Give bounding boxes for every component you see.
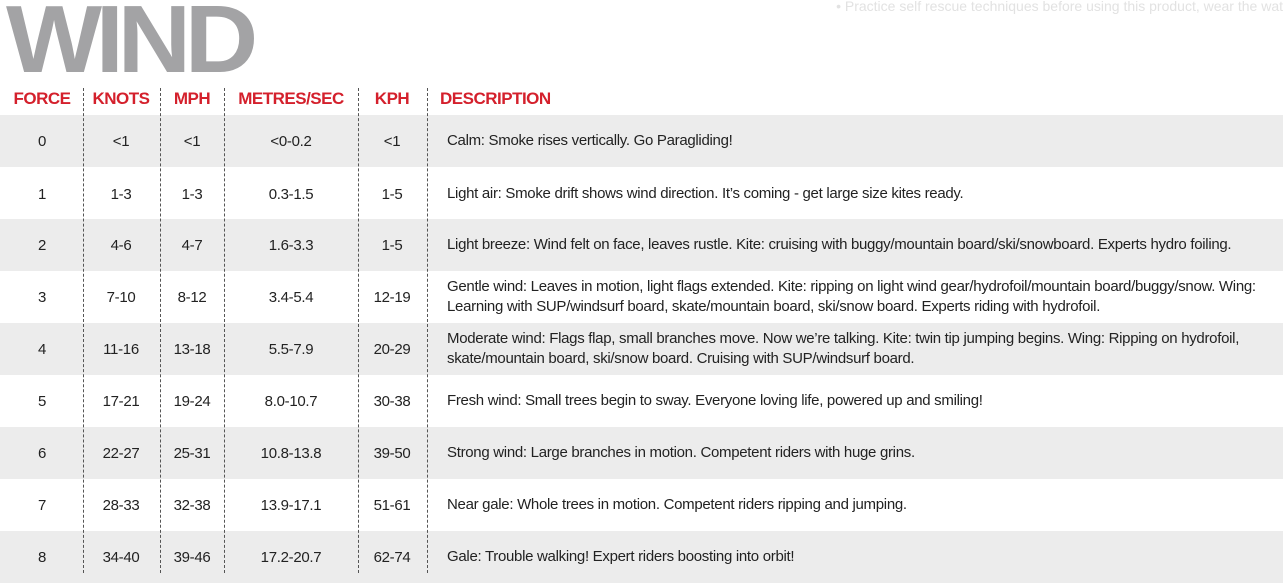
cell-metres-sec: 1.6-3.3 [268,236,314,254]
cell-description: Fresh wind: Small trees begin to sway. Everyone loving life, powered up and smiling! [447,392,983,409]
cell-force: 4 [37,340,47,358]
cell-description: Gentle wind: Leaves in motion, light flags extended. Kite: ripping on light wind gear/hydrofoil/mountain board/buggy/snow. Wing: Learning with SUP/windsurf board, skate/mountain board, ski/snow board. Experts riding with hydrofoil. [447,278,1256,315]
cell-description: Light air: Smoke drift shows wind direction. It’s coming - get large size kites ready. [447,185,964,202]
cell-force: 8 [37,548,47,566]
cell-description: Light breeze: Wind felt on face, leaves rustle. Kite: cruising with buggy/mountain board/ski/snowboard. Experts hydro foiling. [447,236,1232,253]
top-note: • Practice self rescue techniques before using this product, wear the wat [836,0,1283,14]
header-knots: KNOTS [92,89,150,108]
cell-force: 3 [37,288,47,306]
cell-kph: 30-38 [373,392,411,410]
cell-knots: <1 [112,132,130,150]
cell-kph: 1-5 [381,185,403,203]
page-title: WIND [6,0,252,93]
cell-knots: 34-40 [102,548,140,566]
column-divider [224,88,225,573]
table-row [0,323,1283,375]
cell-mph: 32-38 [173,496,211,514]
cell-kph: <1 [383,132,401,150]
column-divider [358,88,359,573]
column-divider [160,88,161,573]
table-row [0,531,1283,583]
cell-knots: 4-6 [110,236,132,254]
cell-knots: 17-21 [102,392,140,410]
cell-mph: 4-7 [181,236,203,254]
cell-description: Strong wind: Large branches in motion. Competent riders with huge grins. [447,444,915,461]
cell-mph: 25-31 [173,444,211,462]
cell-metres-sec: 13.9-17.1 [260,496,322,514]
cell-knots: 1-3 [110,185,132,203]
cell-knots: 11-16 [103,340,139,358]
cell-kph: 1-5 [381,236,403,254]
cell-force: 7 [37,496,47,514]
cell-description: Gale: Trouble walking! Expert riders boosting into orbit! [447,548,795,565]
cell-force: 0 [37,132,47,150]
column-divider [83,88,84,573]
cell-mph: <1 [183,132,201,150]
cell-mph: 39-46 [173,548,211,566]
column-divider [427,88,428,573]
cell-knots: 28-33 [102,496,140,514]
cell-mph: 13-18 [173,340,211,358]
cell-metres-sec: 5.5-7.9 [268,340,314,358]
cell-metres-sec: <0-0.2 [270,132,312,150]
header-description: DESCRIPTION [440,89,551,108]
cell-mph: 8-12 [177,288,207,306]
cell-description: Moderate wind: Flags flap, small branches move. Now we’re talking. Kite: twin tip jumping begins. Wing: Ripping on hydrofoil, skate/mountain board, ski/snow board. Cruising with SUP/windsurf board. [447,330,1240,367]
table-row [0,168,1283,220]
header-kph: KPH [374,89,410,108]
header-metres-sec: METRES/SEC [238,89,344,108]
table-row [0,219,1283,271]
table-row [0,271,1283,323]
cell-force: 2 [37,236,47,254]
cell-kph: 62-74 [373,548,411,566]
cell-metres-sec: 17.2-20.7 [260,548,322,566]
table-row [0,375,1283,427]
cell-metres-sec: 8.0-10.7 [264,392,318,410]
cell-metres-sec: 0.3-1.5 [268,185,314,203]
table-row [0,479,1283,531]
cell-mph: 19-24 [173,392,211,410]
cell-metres-sec: 3.4-5.4 [268,288,314,306]
cell-kph: 51-61 [373,496,411,514]
cell-knots: 7-10 [106,288,136,306]
table-row [0,115,1283,167]
cell-force: 5 [37,392,47,410]
cell-kph: 12-19 [373,288,411,306]
cell-kph: 39-50 [373,444,411,462]
table-row [0,427,1283,479]
cell-metres-sec: 10.8-13.8 [260,444,322,462]
cell-force: 1 [37,185,47,203]
cell-description: Near gale: Whole trees in motion. Competent riders ripping and jumping. [447,496,907,513]
table-header [0,86,1283,112]
header-mph: MPH [173,89,211,108]
cell-force: 6 [37,444,47,462]
header-force: FORCE [13,89,71,108]
cell-kph: 20-29 [373,340,411,358]
cell-description: Calm: Smoke rises vertically. Go Paragliding! [447,132,733,149]
cell-knots: 22-27 [102,444,140,462]
cell-mph: 1-3 [181,185,203,203]
